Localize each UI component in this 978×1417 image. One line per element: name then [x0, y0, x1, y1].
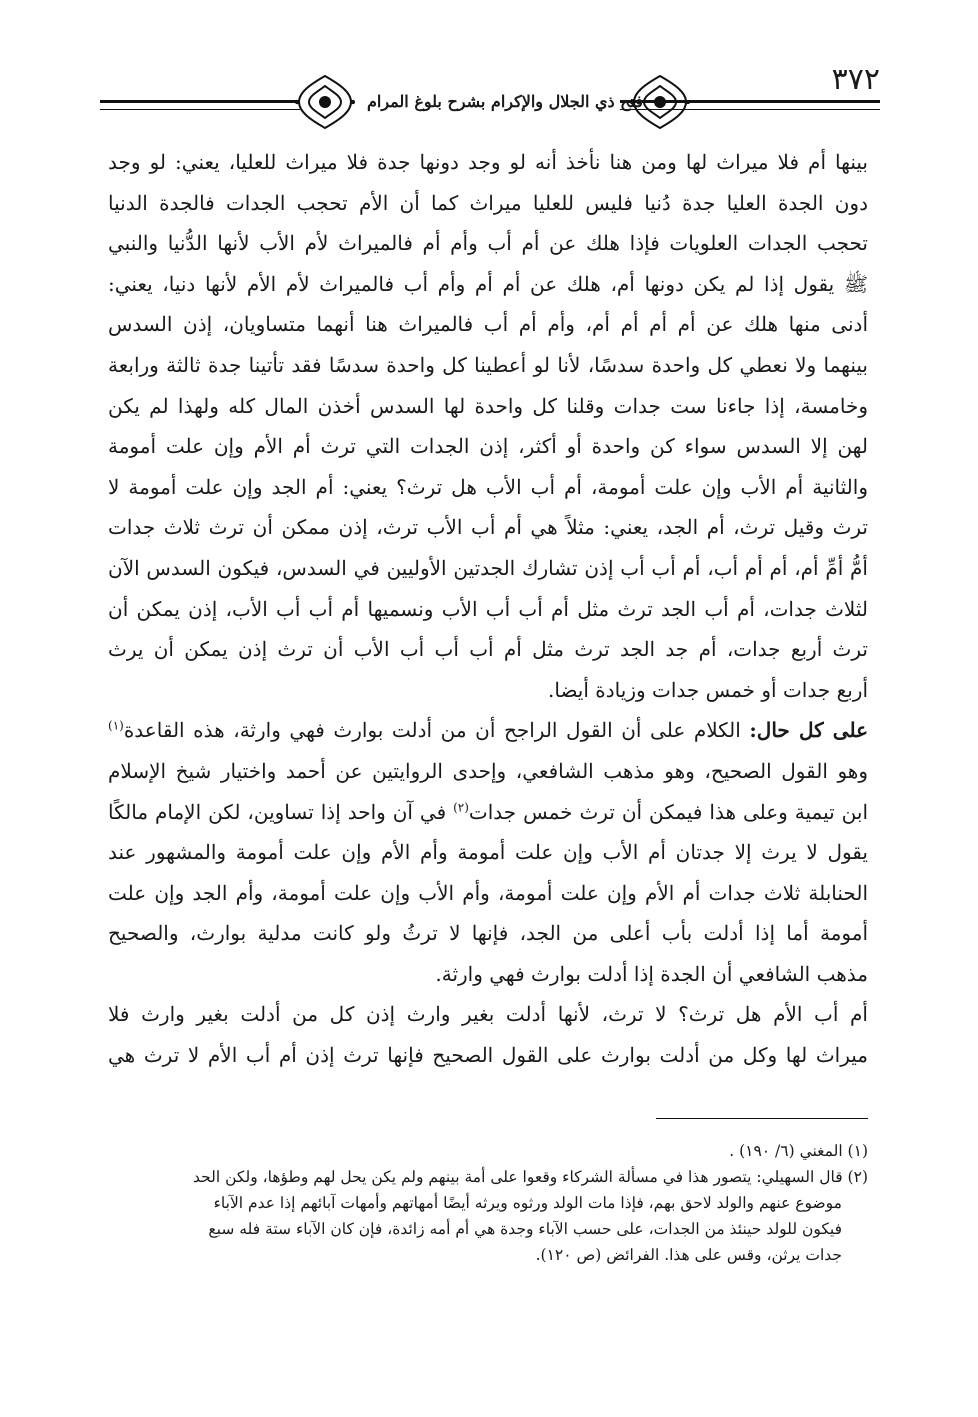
text-line: أم أب الأم هل ترث؟ لا ترث، لأنها أدلت بغير وارث إذن كل من أدلت بغير وارث فلا	[108, 1002, 868, 1027]
page-header	[100, 62, 880, 122]
text-line: ميراث لها وكل من أدلت بوارث على القول الصحيح فإنها ترث إذن أم أب الأم لا ترث هي	[108, 1043, 868, 1068]
footnote-2-line: موضوع عنهم والولد لاحق بهم، فإذا مات الولد ورثوه ويرثه أيضًا أمهاتهم وأمهات آبائهم إذا عدم الآباء	[213, 1194, 842, 1212]
text-line: لثلاث جدات، أم أب الجد ترث مثل أم أب أب الأب ونسميها أم أب أب الأب، إذن يمكن أن	[108, 596, 868, 621]
running-title: فتح ذي الجلال والإكرام بشرح بلوغ المرام	[367, 92, 643, 111]
footnote-2-line: فيكون للولد حينئذ من الجدات، على حسب الآباء وجدة هي أم أمه زائدة، فإن كان الآباء ستة فله سبع	[208, 1220, 842, 1238]
text-line: مذهب الشافعي أن الجدة إذا أدلت بوارث فهي وارثة.	[435, 961, 868, 986]
text-line: يقول لا يرث إلا جدتان أم الأب وإن علت أمومة وأم الأم وإن علت أمومة والمشهور عند	[108, 840, 868, 865]
text-line: دون الجدة العليا جدة دُنيا فليس للعليا ميراث كما أن الأم تحجب الجدات فالجدة الدنيا	[108, 190, 868, 215]
paragraph-2-first-line	[108, 710, 868, 751]
footnote-separator	[656, 1118, 868, 1119]
footnote-1: (١) المغني (٦/ ١٩٠) .	[729, 1142, 868, 1160]
text-line: لهن إلا السدس سواء كن واحدة أو أكثر، إذن الجدات التي ترث أم الأم وإن علت أمومة	[108, 434, 868, 459]
text-line: ترث أربع جدات، أم جد الجد ترث مثل أم أب أب أب الأب أن ترث إذن يمكن أن يرث	[108, 637, 868, 662]
text-line: وخامسة، إذا جاءنا ست جدات وقلنا كل واحدة لها السدس أخذن المال كله ولهذا لم يكن	[108, 393, 868, 418]
text-line: أدنى منها هلك عن أم أم أم أم، وأم أم أب فالميراث هنا أنهما متساويان، إذن السدس	[108, 312, 868, 337]
text-line: وهو القول الصحيح، وهو مذهب الشافعي، وإحدى الروايتين عن أحمد واختيار شيخ الإسلام	[108, 758, 868, 783]
text-line: بينهما ولا نعطي كل واحدة سدسًا، لأنا لو أعطينا كل واحدة سدسًا فقد تأتينا جدة ثالثة ورابعة	[108, 352, 868, 377]
left-ornament-icon	[295, 72, 355, 132]
text-run: ابن تيمية وعلى هذا فيمكن أن ترث خمس جدات	[468, 799, 869, 824]
text-line: ﷺ يقول إذا لم يكن دونها أم، هلك عن أم أم وأم أب فالميراث لأم الأم لأنها دنيا، يعني:	[108, 271, 868, 296]
footnote-2: (٢) قال السهيلي: يتصور هذا في مسألة الشركاء وقعوا على أمة بينهم ولم يكن يحل لهم وطؤها، ولكن الحد	[193, 1168, 868, 1186]
page-number: ٣٧٢	[831, 62, 880, 97]
text-line: بينها أم فلا ميراث لها ومن هنا نأخذ أنه لو وجد دونها جدة فلا ميراث للعليا، يعني: لو وجد	[108, 150, 868, 174]
text-line: أربع جدات أو خمس جدات وزيادة أيضا.	[548, 677, 868, 702]
footnote-ref-1: (١)	[108, 718, 124, 733]
text-line: أمومة أما إذا أدلت بأب أعلى من الجد، فإنها لا ترثُ ولو كانت مدلية بوارث، والصحيح	[108, 921, 868, 946]
main-text	[108, 142, 868, 1076]
text-run: الكلام على أن القول الراجح أن من أدلت بوارث فهي وارثة، هذه القاعدة	[123, 718, 750, 743]
paragraph-2-line-ibn	[108, 792, 868, 833]
text-line: والثانية أم الأب وإن علت أمومة، أم أب الأب هل ترث؟ يعني: أم الجد وإن علت أمومة لا	[108, 474, 868, 499]
paragraph-lead: على كل حال:	[749, 718, 868, 743]
right-ornament-icon	[630, 72, 690, 132]
footnotes	[108, 1138, 868, 1268]
text-line: أمُّ أمِّ أم، أم أم أب، أم أب أب إذن تشارك الجدتين الأوليين في السدس، فيكون السدس الآن	[108, 555, 868, 580]
header-rule-left	[100, 100, 300, 110]
footnote-ref-2: (٢)	[453, 799, 469, 814]
text-line: تحجب الجدات العلويات فإذا هلك عن أم أب وأم أم فالميراث لأم الأب لأنها الدُّنيا والنبي	[108, 231, 868, 256]
text-line: الحنابلة ثلاث جدات أم الأم وإن علت أمومة، وأم الأب وإن علت أمومة، وأم الجد وإن علت	[108, 880, 868, 905]
text-run: في آن واحد إذا تساوين، لكن الإمام مالكًا	[108, 799, 454, 824]
footnote-2-line: جدات يرثن، وقس على هذا. الفرائض (ص ١٢٠).	[535, 1246, 842, 1264]
text-line: ترث وقيل ترث، أم الجد، يعني: مثلاً هي أم أب الأب ترث، إذن ممكن أن ترث ثلاث جدات	[108, 515, 868, 540]
